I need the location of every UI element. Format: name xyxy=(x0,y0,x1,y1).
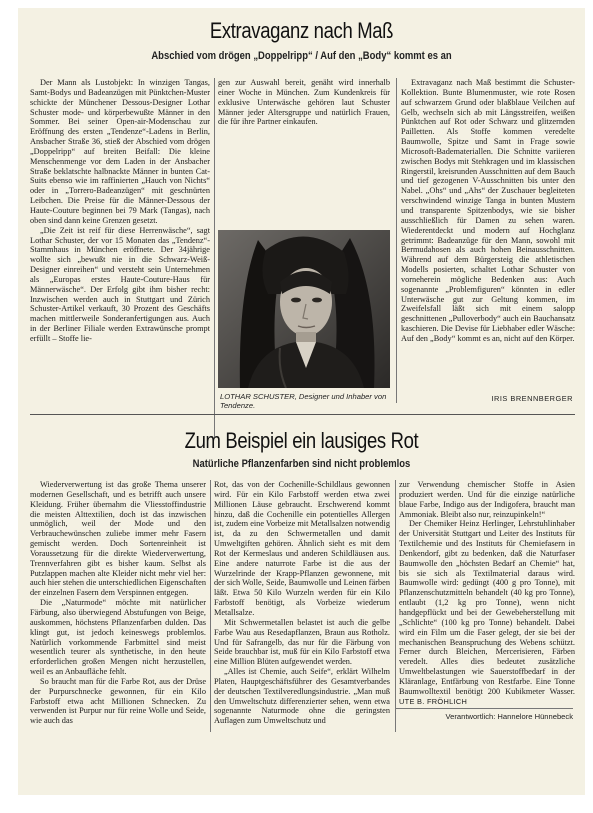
article2-column-2 xyxy=(214,480,390,732)
article-separator xyxy=(30,414,575,415)
portrait-photo xyxy=(218,230,390,388)
column-divider xyxy=(210,480,211,732)
article2-subheadline: Natürliche Pflanzenfarben sind nicht problemlos xyxy=(192,458,411,470)
column-divider xyxy=(214,78,215,438)
paragraph: Der Mann als Lustobjekt: In winzigen Tangas, Samt-Bodys und Badeanzügen mit Pünktchen-Muster schickte der Münchener Dessous-Designer Lothar Schuster mode- und körperbewußte Männer in den Sommer. Bei seiner Open-air-Modenschau zur Eröffnung des ersten „Tendenze“-Ladens in Berlin, Ansbacher Straße 36, stieß der Abschied vom drögen „Doppelripp“ auf breiten Beifall: Die kleine Menschenmenge vor dem Laden in der Ansbacher Straße beklatschte halbnackte Männer in bunten Cat-Suits ebenso wie im raffinierten „Hauch von Nichts“ oder in „Torrero-Badeanzügen“ mit geschnürten Leibchen. Die Preise für die Männer-Dessous der Haute-Couture beginnen bei 79 Mark (Tangas), nach oben sind dann keine Grenzen gesetzt. xyxy=(30,78,210,225)
photo-caption: LOTHAR SCHUSTER, Designer und Inhaber von Tendenze. xyxy=(220,392,387,411)
column-divider xyxy=(396,78,397,403)
paragraph: „Alles ist Chemie, auch Seife“, erklärt Wilhelm Platen, Hauptgeschäftsführer des Gesamtverbandes der deutschen Textilveredlungsindustrie. „Man muß den Umweltschutz differenzierter sehen, wenn etwa sogenannte Naturmode ohne die geringsten Auflagen zum Umweltschutz und xyxy=(214,667,390,726)
article1-column-2 xyxy=(218,78,390,228)
paragraph: Wiederverwertung ist das große Thema unserer modernen Gesellschaft, und es betrifft auch unsere Kleidung. Früher übernahm die Vliesstoffindustrie die meisten Alttextilien, doch ist das inzwischen unmöglich, weil der Mode und den Verbrauchewünschen zuliebe immer mehr Fasern gemischt werden. Doch Sortenreinheit ist Voraussetzung für die direkte Wiederverwertung, Trennverfahren gibt es bisher kaum. Selbst als Putzlappen machen alte Kleider nicht mehr viel her: auch hier stehen die unterschiedlichen Eigenschaften der einzelnen Fasern dem Verspinnen entgegen. xyxy=(30,480,206,598)
portrait-illustration xyxy=(218,230,390,388)
article2-author: UTE B. FRÖHLICH xyxy=(399,696,468,704)
paragraph: zur Verwendung chemischer Stoffe in Asien produziert werden. Und für die einzige natürliche blaue Farbe, Indigo aus der Indigofera, braucht man Ammoniak. Bleibt also nur, reinzupinkeln!“ xyxy=(399,480,575,519)
article2-column-3 xyxy=(399,480,575,704)
article1-column-1 xyxy=(30,78,210,438)
article1-column-3 xyxy=(401,78,575,390)
article1-headline: Extravaganz nach Maß xyxy=(209,18,394,43)
paragraph: Extravaganz nach Maß bestimmt die Schuster-Kollektion. Bunte Blumenmuster, wie rote Rosen auf schwarzem Grund oder blaßblaue Veilchen auf Gelb, wechseln sich ab mit Längsstreifen, weißen Pünktchen auf Rot oder Schwarz und glitzernden Pailletten. Als Stoffe kommen veredelte Baumwolle, Spitze und Samt in Frage sowie Microsoft-Bademateriallen. Die Schnitte variieren zwischen Bodys mit Stehkragen und im klassischen Ringerstil, kreisrunden Ausschnitten auf dem Bauch und tief gezogenen V-Ausschnitten bis unter den Nabel. „Ohs“ und „Ahs“ der Zuschauer begleiteten verschwindend winzige Tanga in bunten Mustern und transparente Spitzenbodys, wie sie bisher ausschließlich für Damen zu sehen waren. Wiederentdeckt und modern auf Hochglanz getrimmt: Badeanzüge für den Mann, sowohl mit Bermudahosen als auch hohen Beinausschnitten. Während auf dem Bürgersteig die athletischen Modells posierten, schaltet Lothar Schuster von vorneherein mögliche Bedenken aus: Auch sogenannte „Problemfiguren“ könnten in edler Unterwäsche gut zur Geltung kommen, im Zweifelsfall läßt sich mit einem salopp geschnittenen „Pulloverbody“ auch ein Bauchansatz kaschieren. Die Devise für Liebhaber edler Wäsche: Auf den „Body“ kommt es an, nicht auf den Körper. xyxy=(401,78,575,343)
article2-headline: Zum Beispiel ein lausiges Rot xyxy=(184,428,419,453)
article1-author: IRIS BRENNBERGER xyxy=(491,394,573,403)
paragraph xyxy=(399,519,575,704)
paragraph: „Die Zeit ist reif für diese Herrenwäsche“, sagt Lothar Schuster, der vor 15 Monaten das „Tendenz“-Stammhaus in München eröffnete. Der 34jährige wollte sich „bewußt nie in die Schwarz-Weiß-Designer einreihen“ und versteht sein Unternehmen als „Europas erstes Haute-Couture-Haus für Männerwäsche“. Der Erfolg gibt ihm bisher recht: Inzwischen werden auch in Stuttgart und Zürich Schuster-Artikel verkauft, 30 Prozent des Geschäfts machen mittlerweile Sonderanfertigungen aus. Auch in der Berliner Filiale werden Extrawünsche prompt erfüllt – Stoffe lie- xyxy=(30,225,210,343)
paragraph: gen zur Auswahl bereit, genäht wird innerhalb einer Woche in München. Zum Kundenkreis für exklusive Unterwäsche gehören laut Schuster Männer jeder Altersgruppe und natürlich Frauen, die für ihre Partner einkaufen. xyxy=(218,78,390,127)
paragraph: Die „Naturmode“ möchte mit natürlicher Färbung, also überwiegend Abstufungen von Beige, auskommen, höchstens Pflanzenfarben dulden. Das klingt gut, ist jedoch keineswegs problemlos. Natürlich vorkommende Farbmittel sind meist wesentlich teurer als synthetische, in den heute erforderlichen großen Mengen nicht herzustellen, weil es an Anbaufläche fehlt. xyxy=(30,598,206,677)
paragraph: So braucht man für die Farbe Rot, aus der Drüse der Purpurschnecke gewonnen, für ein Kilo Farbstoff etwa acht Millionen Schnecken. Zu verwenden ist Purpur nur für reine Wolle und Seide, wie auch das xyxy=(30,676,206,726)
article1-subheadline: Abschied vom drögen „Doppelripp“ / Auf den „Body“ kommt es an xyxy=(151,50,452,62)
responsible-divider xyxy=(395,708,573,709)
newspaper-page xyxy=(18,8,585,795)
responsible-editor: Verantwortlich: Hannelore Hünnebeck xyxy=(445,712,573,721)
paragraph-text: Der Chemiker Heinz Herlinger, Lehrstuhlinhaber der Universität Stuttgart und Leiter des Instituts für Textilchemie und des Instituts für Chemiefasern in Denkendorf, gibt zu bedenken, daß die Naturfaser Baumwolle den „höchsten Bedarf an Chemie“ hat, bis sie sich als Textilmaterial daraus wird. Baumwolle wird: gedüngt (400 g pro Tonne), mit Pflanzenschutzmitteln behandelt (40 kg pro Tonne), entlaubt (1,2 kg pro Tonne), wenn nicht handgepflückt und bei der Gewebeherstellung mit „Schlichte“ (100 kg pro Tonne) behandelt. Dabei wird ein Film um die Faser gelegt, der sie bei der mechanischen Beanspruchung des Webens schützt. Ferner durch Bleichen, Mercerisieren, Färben veredelt. Alles dies bedeutet zusätzliche Umweltbelastungen wie Sauerstoffbedarf in der Kläranlage, Entfärbung von Restfarbe. Eine Tonne Baumwolltextil benötigt 200 Kubikmeter Wasser. xyxy=(399,519,575,696)
column-divider xyxy=(395,480,396,732)
article2-column-1 xyxy=(30,480,206,732)
paragraph: Rot, das von der Cochenille-Schildlaus gewonnen wird. Für ein Kilo Farbstoff werden etwa zwei Millionen Läuse gebraucht. Erschwerend kommt hinzu, daß die Cochenille ein potentielles Allergen ist, zudem eine Vorbeize mit Metallsalzen notwendig ist, da zu den Schwermetallen und damit Umweltgiften gehören. Ähnlich sieht es mit dem Rot der Kermeslaus und anderen Schildläusen aus. Eine andere naturrote Farbe ist die aus der Wurzelrinde der Krapp-Pflanzen gewonnene, mit der sich Wolle, Seide, Baumwolle und Leinen färben läßt. Etwa 50 Kilo Wurzeln werden für ein Kilo Farbstoff benötigt, als Vorbeize wiederum Metallsalze. xyxy=(214,480,390,617)
paragraph: Mit Schwermetallen belastet ist auch die gelbe Farbe Wau aus Resedapflanzen, Braun aus Rotholz. Und für Safrangelb, das nur für die Färbung von Seide brauchbar ist, muß für ein Kilo Farbstoff etwa eine Million Blüten aufgewendet werden. xyxy=(214,617,390,667)
